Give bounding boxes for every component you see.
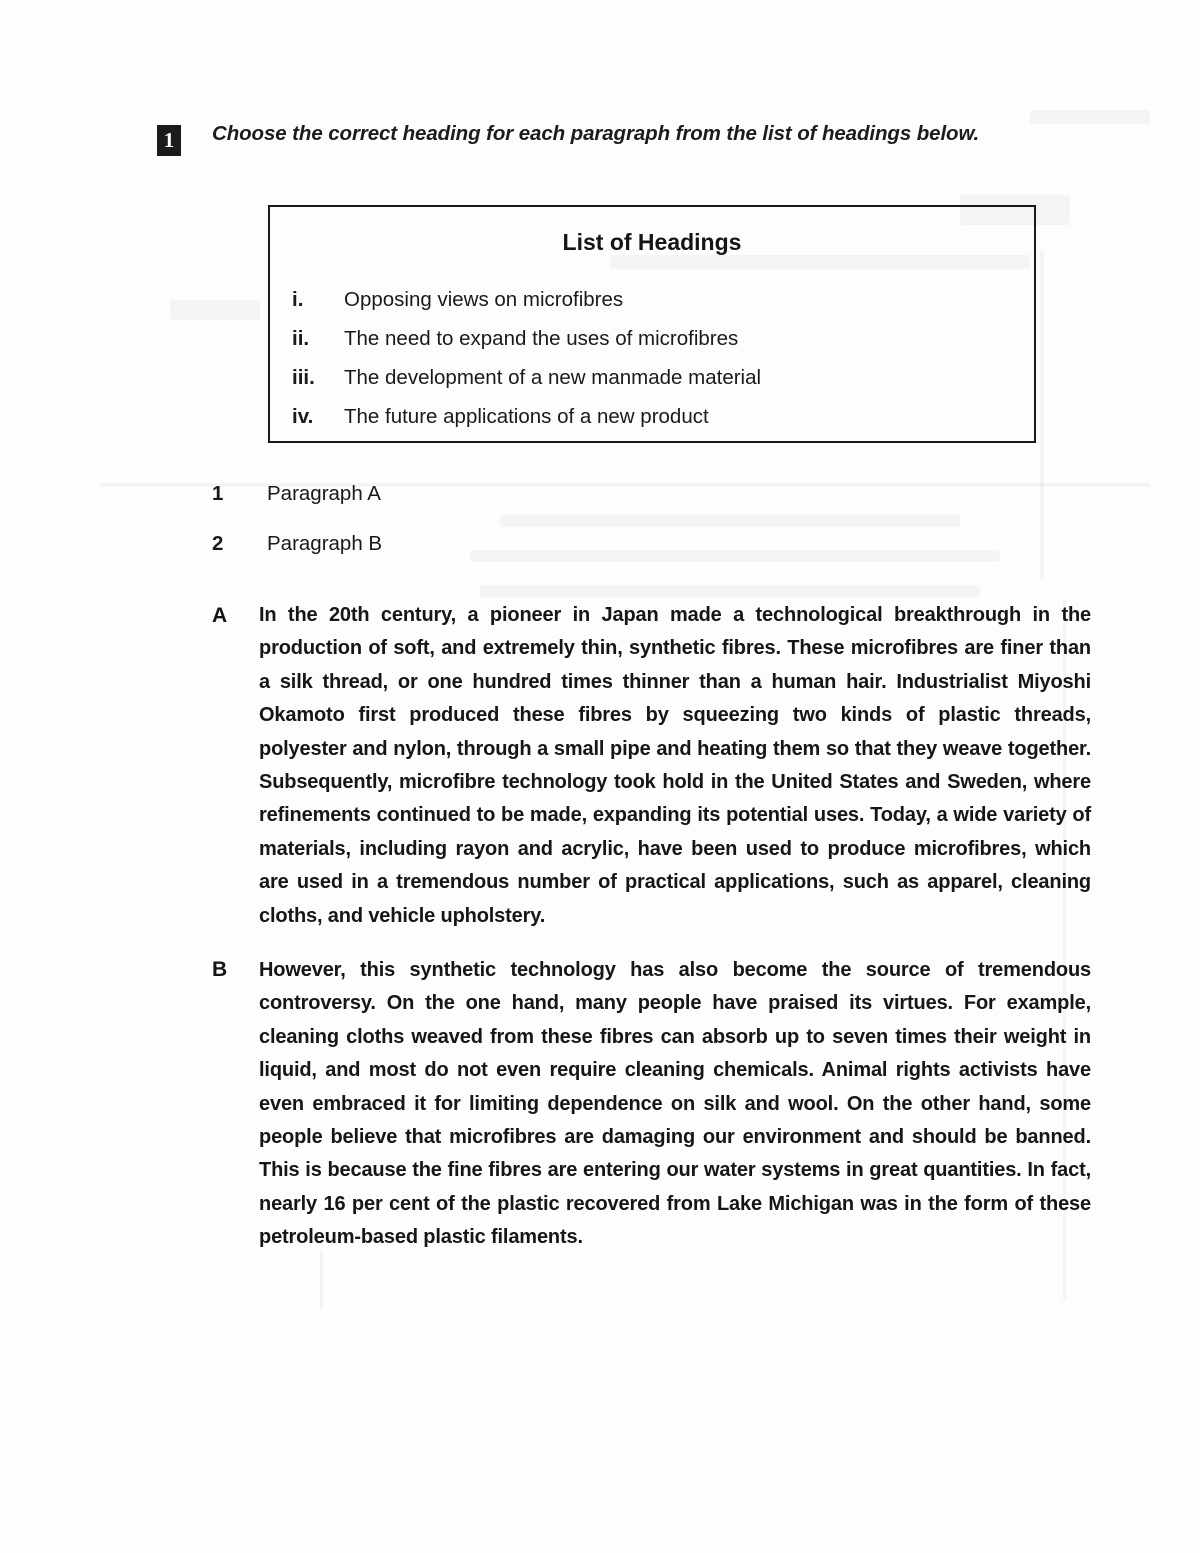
heading-text: The development of a new manmade material: [344, 366, 762, 389]
heading-item-ii: [292, 324, 738, 354]
bleed-through-mark: [500, 515, 960, 527]
bleed-through-mark: [470, 550, 1000, 562]
heading-text: The need to expand the uses of microfibres: [344, 327, 739, 350]
paragraph-a-text: In the 20th century, a pioneer in Japan made a technological breakthrough in the production of soft, and extremely thin, synthetic fibres. These microfibres are finer than a silk thread, or one hundred times thinner than a human hair. Industrialist Miyoshi Okamoto first produced these fibres by squeezing two kinds of plastic threads, polyester and nylon, through a small pipe and heating them so that they weave together. Subsequently, microfibre technology took hold in the United States and Sweden, where refinements continued to be made, expanding its potential uses. Today, a wide variety of materials, including rayon and acrylic, have been used to produce microfibres, which are used in a tremendous number of practical applications, such as apparel, cleaning cloths, and vehicle upholstery.: [259, 604, 1091, 927]
list-of-headings-title: List of Headings: [562, 229, 742, 255]
question-label: Paragraph B: [267, 532, 383, 555]
paragraph-b-text: However, this synthetic technology has also become the source of tremendous controversy. On the one hand, many people have praised its virtues. For example, cleaning cloths weaved from these fibres can absorb up to seven times their weight in liquid, and most do not even require cleaning chemicals. Animal rights activists have even embraced it for limiting dependence on silk and wool. On the other hand, some people believe that microfibres are damaging our environment and should be banned. This is because the fine fibres are entering our water systems in great quantities. In fact, nearly 16 per cent of the plastic recovered from Lake Michigan was in the form of these petroleum-based plastic filaments.: [259, 959, 1091, 1249]
question-label: Paragraph A: [267, 482, 381, 505]
heading-item-iii: [292, 363, 761, 393]
exercise-number-badge: 1: [157, 125, 181, 156]
question-2: [212, 529, 382, 559]
heading-item-iv: [292, 402, 709, 432]
heading-item-i: [292, 285, 623, 315]
paragraph-letter-b: B: [212, 958, 228, 981]
heading-numeral: iv.: [292, 405, 314, 428]
heading-numeral: ii.: [292, 327, 310, 350]
bleed-through-mark: [1030, 110, 1150, 124]
heading-text: The future applications of a new product: [344, 405, 709, 428]
exercise-instruction: Choose the correct heading for each paragraph from the list of headings below.: [212, 122, 980, 145]
question-1: [212, 479, 381, 509]
list-of-headings-box: [268, 205, 1036, 443]
heading-text: Opposing views on microfibres: [344, 288, 624, 311]
question-number: 2: [212, 532, 224, 555]
heading-numeral: iii.: [292, 366, 315, 389]
bleed-through-mark: [480, 585, 980, 597]
heading-numeral: i.: [292, 288, 304, 311]
question-number: 1: [212, 482, 224, 505]
bleed-through-mark: [170, 300, 260, 320]
bleed-through-mark: [1040, 250, 1044, 580]
bleed-through-mark: [320, 1250, 323, 1310]
paragraph-letter-a: A: [212, 604, 228, 627]
